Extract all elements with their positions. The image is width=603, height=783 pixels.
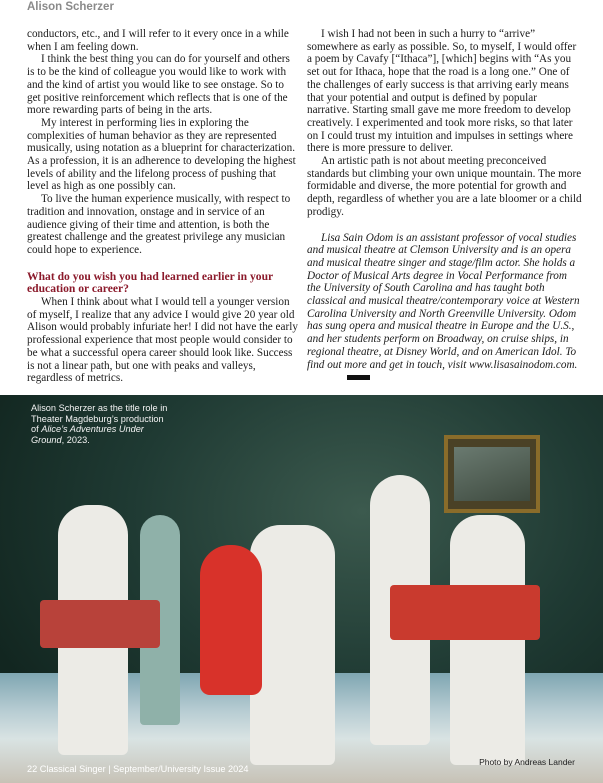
- framed-painting: [444, 435, 540, 513]
- interview-question: What do you wish you had learned earlier in your education or career?: [27, 269, 273, 296]
- performer-figure: [450, 515, 525, 765]
- production-photo: [0, 395, 603, 783]
- hobby-horse: [390, 585, 540, 640]
- running-head: Alison Scherzer: [27, 1, 114, 13]
- author-bio: [307, 232, 582, 384]
- right-column: [307, 28, 582, 384]
- caption-text: Alison Scherzer as the title role in Theater Magdeburg’s production of: [31, 403, 168, 434]
- photo-credit: Photo by Andreas Lander: [479, 757, 575, 767]
- page-footer: 22 Classical Singer | September/University Issue 2024: [27, 764, 249, 774]
- paragraph: conductors, etc., and I will refer to it every once in a while when I am feeling down.: [27, 28, 289, 53]
- paragraph: An artistic path is not about meeting preconceived standards but climbing your own unique mountain. The more formidable and diverse, the more potential for growth and depth, regardless of whether you are a late bloomer or a child prodigy.: [307, 155, 582, 218]
- end-mark-icon: [347, 375, 370, 380]
- paragraph: When I think about what I would tell a younger version of myself, I realize that any advice I would give 20 year old Alison would probably infuriate her! I did not have the early professional experience that most people would consider to be what a successful opera career should look like. Success is not a linear path, but one with peaks and valleys, regardless of metrics.: [27, 296, 298, 385]
- hobby-horse: [40, 600, 160, 648]
- paragraph: My interest in performing lies in exploring the complexities of human behavior as they are represented musically, using notation as a blueprint for characterization. As a profession, it is an adherence to developing the highest levels of ability and the lifelong process of pushing that level as high as one possibly can.: [27, 116, 296, 193]
- caption-year: , 2023.: [61, 434, 90, 445]
- alice-red-dress: [200, 545, 262, 695]
- performer-figure: [250, 525, 335, 765]
- left-column: [27, 28, 299, 385]
- bio-text: Lisa Sain Odom is an assistant professor of vocal studies and musical theatre at Clemson University and is an opera and musical theatre singer and stage/film actor. She holds a Doctor of Musical Arts degree in Vocal Performance from the University of South Carolina and has taught both classical and musical theatre/contemporary voice at Western Carolina University and North Greenville University. Odom has sung opera and musical theatre in Europe and the U.S., and her students perform on Broadway, on cruise ships, in regional theatre, at Disney World, and on American Idol. To find out more and get in touch, visit www.lisasainodom.com.: [307, 231, 580, 371]
- caption-title: Alice’s Adventures Under Ground: [31, 424, 144, 445]
- paragraph: I wish I had not been in such a hurry to “arrive” somewhere as early as possible. So, to myself, I would offer a poem by Cavafy [“Ithaca”], [which] begins with “As you set out for Ithaca, hope that the road is a long one.” One of the challenges of early success is that arriving early means that your potential and output is defined by popular narrative. Starting small gave me more freedom to develop creatively. I experimented and took more risks, so that later on I could trust my intuition and impulses in settings where there is more pressure to deliver.: [307, 28, 577, 155]
- photo-caption: [31, 403, 171, 445]
- paragraph: To live the human experience musically, with respect to tradition and innovation, onstage and in service of an audience giving of their time and attention, is both the greatest challenge and the greatest privilege any musician could hope to experience.: [27, 193, 291, 256]
- paragraph: I think the best thing you can do for yourself and others is to be the kind of colleague you would like to work with and the kind of artist you would like to see onstage. So to get positive reinforcement which reflects that is one of the more rewarding parts of being in the arts.: [27, 53, 290, 117]
